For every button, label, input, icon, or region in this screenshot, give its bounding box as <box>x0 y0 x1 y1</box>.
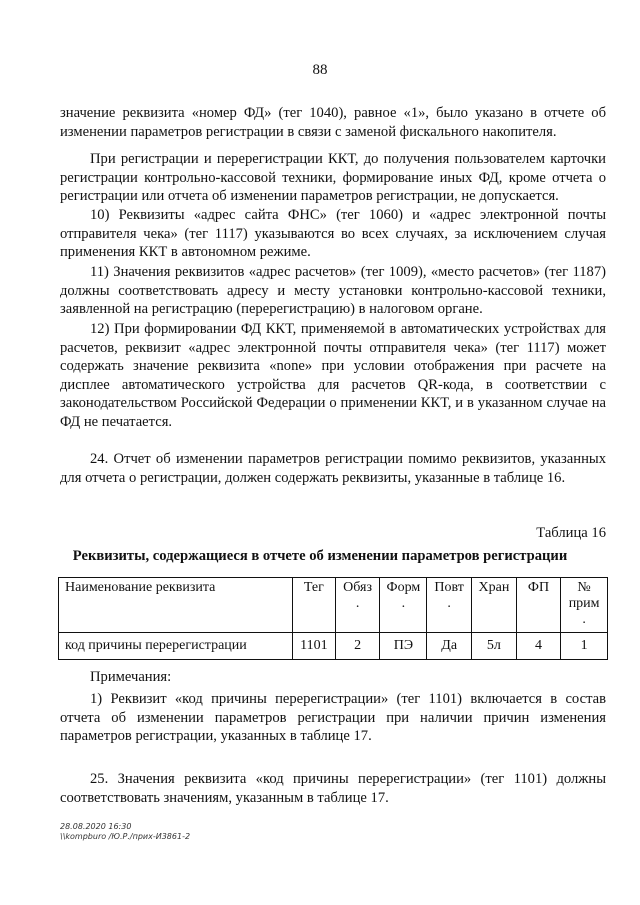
footer-path: \\kompburo /Ю.Р./прих-И3861-2 <box>60 832 191 841</box>
header-tag: Тег <box>293 578 336 633</box>
table-title: Реквизиты, содержащиеся в отчете об изменении параметров регистрации <box>72 548 568 564</box>
paragraph-item-11: 11) Значения реквизитов «адрес расчетов» (тег 1009), «место расчетов» (тег 1187) должны соответствовать адресу и месту установки контрольно-кассовой техники, заявленной на регистрацию (перерегистрацию) в налоговом органе. <box>60 264 606 317</box>
header-povt: Повт . <box>427 578 472 633</box>
cell-fp: 4 <box>516 633 560 660</box>
header-note-number: № прим . <box>561 578 608 633</box>
page-number: 88 <box>312 62 328 78</box>
notes-label: Примечания: <box>90 669 172 685</box>
cell-khran: 5л <box>472 633 517 660</box>
table-row <box>59 633 608 660</box>
header-obyaz: Обяз . <box>335 578 380 633</box>
note-1: 1) Реквизит «код причины перерегистрации» (тег 1101) включается в состав отчета об изменении параметров регистрации при наличии причин изменения параметров регистрации, указанных в таблице 17. <box>60 691 606 744</box>
cell-note: 1 <box>561 633 608 660</box>
header-form: Форм . <box>380 578 427 633</box>
cell-povt: Да <box>427 633 472 660</box>
paragraph-item-12: 12) При формировании ФД ККТ, применяемой в автоматических устройствах для расчетов, реквизит «адрес электронной почты отправителя чека» (тег 1117) может содержать значение реквизита «none» при условии отображения при расчете на дисплее автоматического устройства для расчетов QR-кода, в соответствии с законодательством Российской Федерации о применении ККТ, и в указанном случае на ФД не печатается. <box>60 321 606 430</box>
table-header-row <box>59 578 608 633</box>
paragraph-item-10: 10) Реквизиты «адрес сайта ФНС» (тег 1060) и «адрес электронной почты отправителя чека» (тег 1117) указываются во всех случаях, за исключением случая применения ККТ в автономном режиме. <box>60 207 606 260</box>
header-khran: Хран <box>472 578 517 633</box>
cell-tag: 1101 <box>293 633 336 660</box>
paragraph-continuation: значение реквизита «номер ФД» (тег 1040), равное «1», было указано в отчете об изменении параметров регистрации в связи с заменой фискального накопителя. <box>60 105 606 140</box>
paragraph-item-25: 25. Значения реквизита «код причины перерегистрации» (тег 1101) должны соответствовать значениям, указанным в таблице 17. <box>60 771 606 806</box>
header-name: Наименование реквизита <box>59 578 293 633</box>
cell-name: код причины перерегистрации <box>59 633 293 660</box>
paragraph-registration: При регистрации и перерегистрации ККТ, до получения пользователем карточки регистрации контрольно-кассовой техники, формирование иных ФД, кроме отчета о регистрации или отчета об изменении параметров регистрации, не допускается. <box>60 151 606 204</box>
requisites-table <box>58 577 608 660</box>
cell-obyaz: 2 <box>335 633 380 660</box>
table-caption: Таблица 16 <box>536 525 606 541</box>
header-fp: ФП <box>516 578 560 633</box>
footer-date: 28.08.2020 16:30 <box>60 822 132 831</box>
paragraph-item-24: 24. Отчет об изменении параметров регистрации помимо реквизитов, указанных для отчета о регистрации, должен содержать реквизиты, указанные в таблице 16. <box>60 451 606 486</box>
cell-form: ПЭ <box>380 633 427 660</box>
